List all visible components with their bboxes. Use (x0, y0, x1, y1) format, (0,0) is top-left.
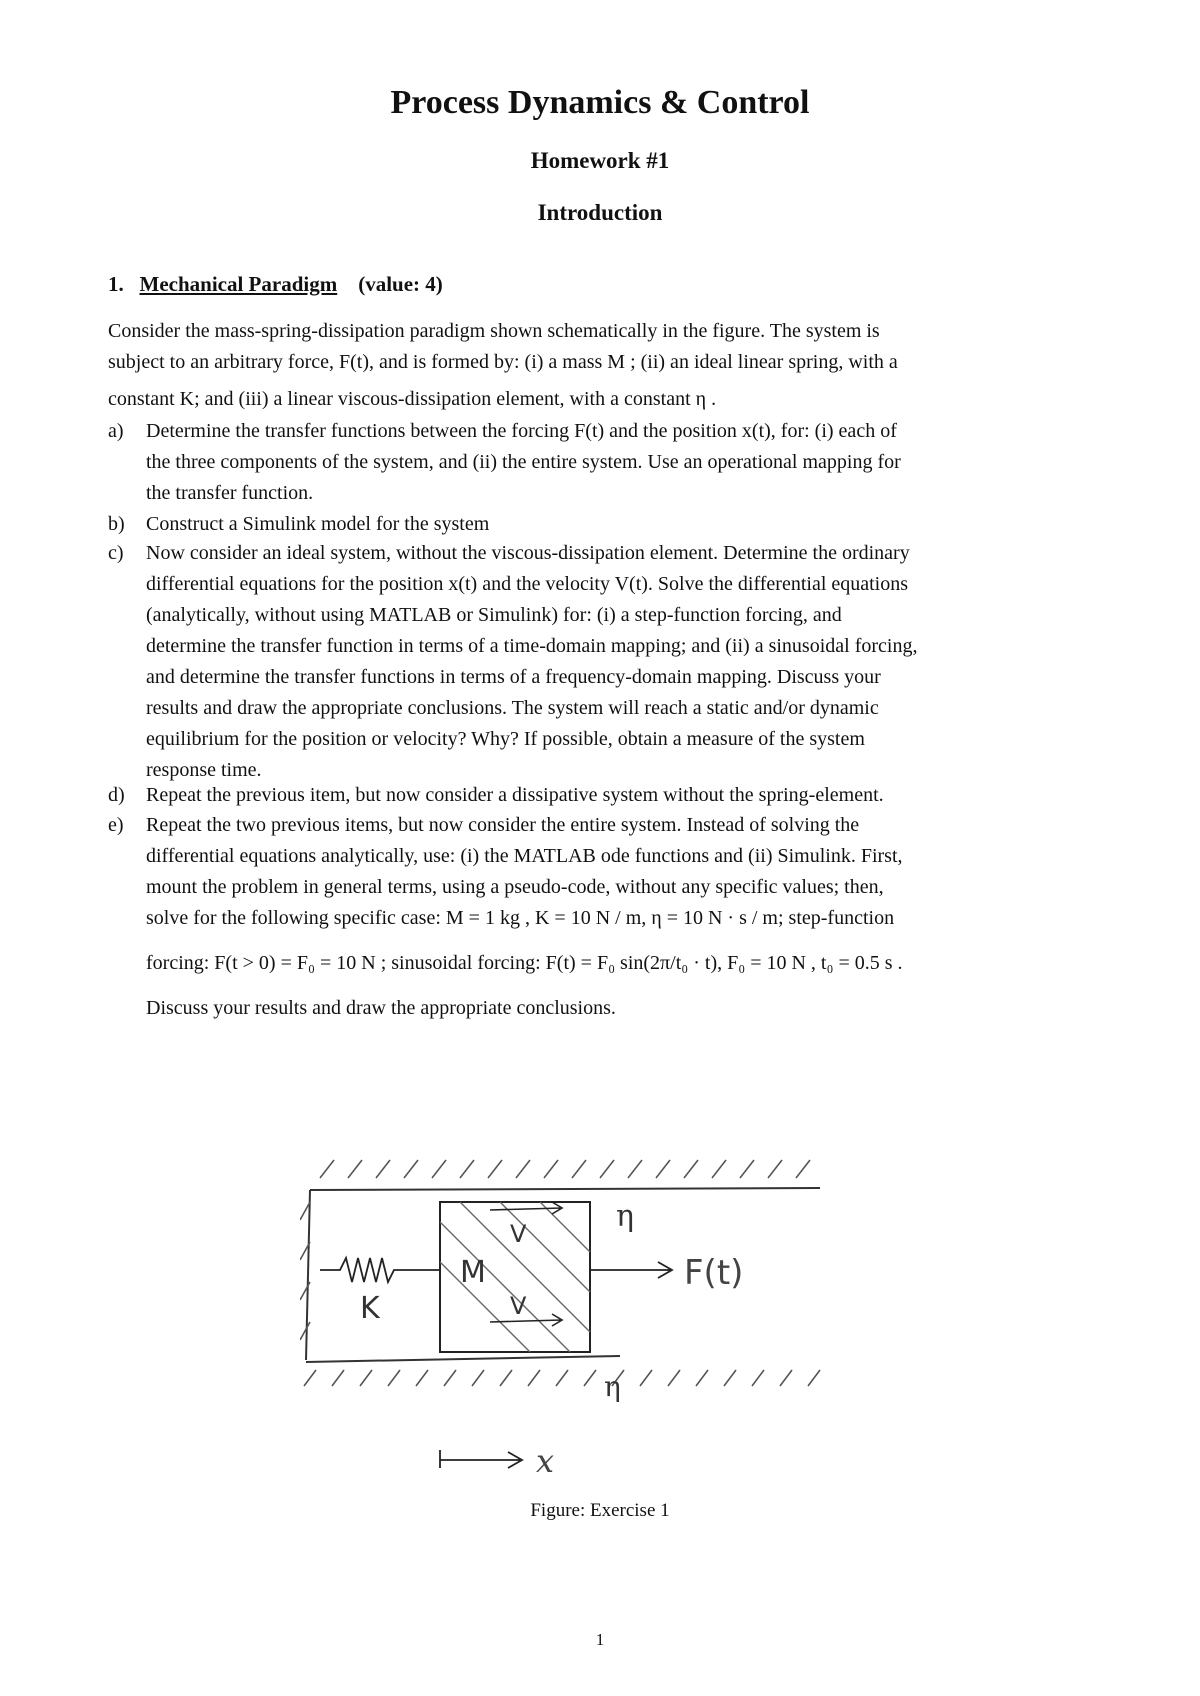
position-arrow (440, 1450, 522, 1468)
item-line: differential equations for the position x(t) and the velocity V(t). Solve the differential equations (146, 573, 909, 595)
intro-line: Consider the mass-spring-dissipation paradigm shown schematically in the figure. The system is (108, 320, 880, 342)
homework-number: Homework #1 (530, 148, 670, 173)
intro-paragraph (108, 316, 1098, 415)
page-number: 1 (595, 1630, 605, 1649)
item-line: Discuss your results and draw the appropriate conclusions. (146, 997, 616, 1019)
bottom-wall-line (306, 1356, 620, 1362)
item-line: the transfer function. (146, 482, 314, 504)
section-number: 1. (108, 272, 124, 296)
bottom-wall-hatching (304, 1370, 820, 1386)
eta-bottom-label: η (604, 1370, 621, 1403)
spring (320, 1258, 440, 1282)
figure-caption: Figure: Exercise 1 (530, 1500, 670, 1521)
item-b (108, 509, 1098, 540)
force-label: F(t) (684, 1253, 744, 1293)
item-line: Repeat the two previous items, but now consider the entire system. Instead of solving the (146, 814, 860, 836)
intro-line: constant K; and (iii) a linear viscous-dissipation element, with a constant η . (108, 388, 717, 410)
force-arrow (590, 1262, 672, 1278)
top-wall-line (310, 1188, 820, 1190)
item-line: mount the problem in general terms, using a pseudo-code, without any specific values; then, (146, 876, 884, 898)
top-velocity-arrow (490, 1202, 562, 1214)
item-line: Now consider an ideal system, without the viscous-dissipation element. Determine the ordinary (146, 542, 910, 564)
item-label: d) (108, 784, 125, 806)
top-wall-hatching (320, 1160, 810, 1178)
document-title: Process Dynamics & Control (390, 84, 810, 121)
item-line: the three components of the system, and (ii) the entire system. Use an operational mapping for (146, 451, 901, 473)
item-line: Repeat the previous item, but now consider a dissipative system without the spring-element. (146, 784, 884, 806)
item-c (108, 538, 1098, 786)
item-d (108, 780, 1098, 811)
mass-label: M (460, 1255, 486, 1290)
item-line: determine the transfer function in terms of a time-domain mapping; and (ii) a sinusoidal forcing, (146, 635, 918, 657)
item-line: Determine the transfer functions between the forcing F(t) and the position x(t), for: (i) each of (146, 420, 897, 442)
item-label: a) (108, 420, 124, 442)
spring-label: K (360, 1291, 380, 1326)
item-line: results and draw the appropriate conclusions. The system will reach a static and/or dynamic (146, 697, 879, 719)
item-line: forcing: F(t > 0) = F₀ = 10 N ; sinusoidal forcing: F(t) = F₀ sin(2π/t₀ · t), F₀ = 10 N , t₀ = 0.5 s . (146, 952, 903, 974)
mass-spring-damper-figure (300, 1150, 900, 1490)
item-label: e) (108, 814, 124, 836)
section-name: Mechanical Paradigm (139, 272, 338, 296)
item-line: (analytically, without using MATLAB or Simulink) for: (i) a step-function forcing, and (146, 604, 842, 626)
homework-topic: Introduction (537, 200, 663, 225)
position-label: x (536, 1442, 555, 1480)
velocity-top-label: V (510, 1220, 527, 1248)
item-line: Construct a Simulink model for the system (146, 513, 490, 535)
item-e (108, 810, 1098, 1024)
item-label: c) (108, 542, 124, 564)
velocity-bottom-label: V (510, 1292, 527, 1320)
item-a (108, 416, 1098, 509)
intro-line: subject to an arbitrary force, F(t), and is formed by: (i) a mass M ; (ii) an ideal linear spring, with a (108, 351, 898, 373)
left-wall-line (306, 1190, 310, 1360)
item-line: and determine the transfer functions in terms of a frequency-domain mapping. Discuss your (146, 666, 881, 688)
section-heading (108, 272, 443, 297)
item-line: response time. (146, 759, 262, 781)
eta-top-label: η (616, 1199, 634, 1234)
item-line: solve for the following specific case: M = 1 kg , K = 10 N / m, η = 10 N · s / m; step-function (146, 907, 895, 929)
item-label: b) (108, 513, 125, 535)
section-value: (value: 4) (358, 272, 443, 296)
item-line: equilibrium for the position or velocity? Why? If possible, obtain a measure of the system (146, 728, 865, 750)
item-line: differential equations analytically, use: (i) the MATLAB ode functions and (ii) Simulink. First, (146, 845, 903, 867)
